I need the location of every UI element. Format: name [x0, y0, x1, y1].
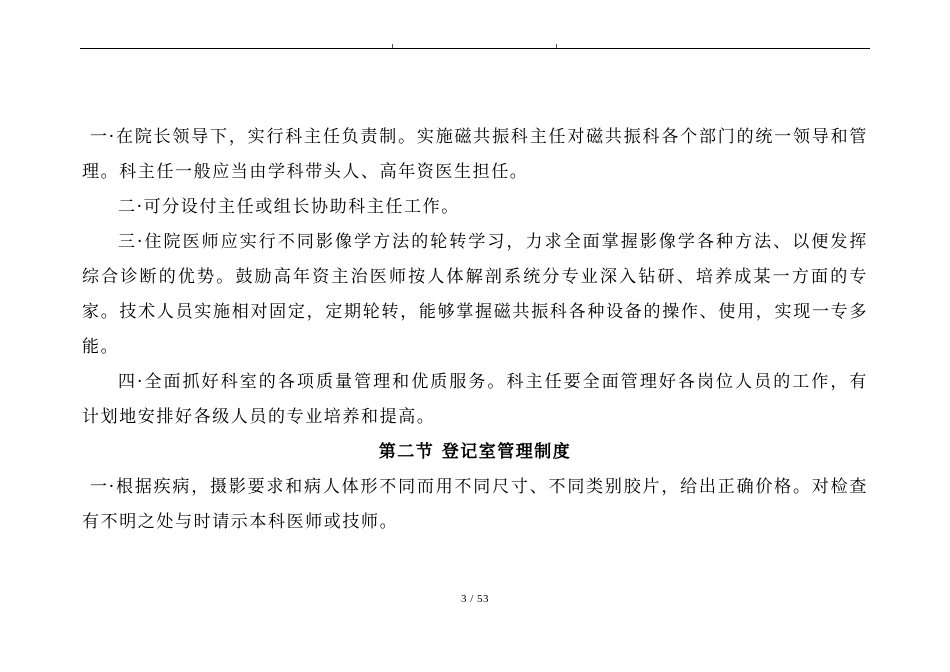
- paragraph-1: 一·在院长领导下，实行科主任负责制。实施磁共振科主任对磁共振科各个部门的统一领导和管理。科主任一般应当由学科带头人、高年资医生担任。: [82, 127, 868, 182]
- document-body: [82, 120, 868, 540]
- paragraph-4: 四·全面抓好科室的各项质量管理和优质服务。科主任要全面管理好各岗位人员的工作，有计划地安排好各级人员的专业培养和提高。: [82, 372, 868, 427]
- section-title: 第二节 登记室管理制度: [378, 442, 572, 462]
- header-tick: [392, 44, 393, 48]
- paragraph-2: 二·可分设付主任或组长协助科主任工作。: [118, 197, 460, 217]
- header-rule: [80, 48, 870, 49]
- page-number: 3 / 53: [460, 593, 490, 605]
- paragraph-3: 三·住院医师应实行不同影像学方法的轮转学习，力求全面掌握影像学各种方法、以便发挥综合诊断的优势。鼓励高年资主治医师按人体解剖系统分专业深入钻研、培养成某一方面的专家。技术人员实施相对固定，定期轮转，能够掌握磁共振科各种设备的操作、使用，实现一专多能。: [82, 232, 868, 357]
- section-paragraph-1: 一·根据疾病，摄影要求和病人体形不同而用不同尺寸、不同类别胶片，给出正确价格。对检查有不明之处与时请示本科医师或技师。: [82, 477, 868, 532]
- header-tick: [556, 44, 557, 48]
